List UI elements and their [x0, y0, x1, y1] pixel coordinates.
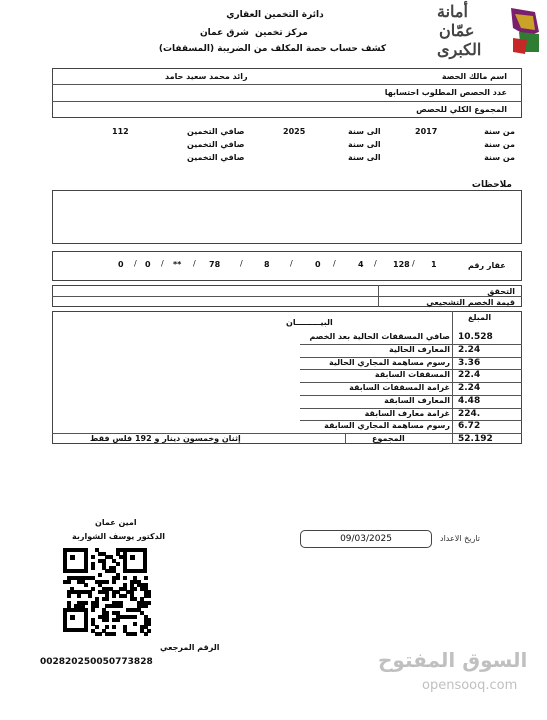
verification-label: التحقق: [487, 287, 515, 296]
row-amount: 2.24: [458, 344, 481, 355]
qr-module: [91, 555, 95, 559]
qr-module: [123, 576, 127, 580]
total-amount: 52.192: [458, 434, 493, 444]
property-part: **: [173, 260, 182, 269]
qr-module: [123, 594, 127, 598]
qr-module: [91, 587, 95, 591]
qr-module: [105, 597, 109, 601]
notes-label: ملاحظات: [471, 180, 512, 190]
property-label: عقار رقم: [468, 261, 506, 270]
qr-module: [144, 604, 148, 608]
row-description: غرامة معارف السابقة: [364, 408, 450, 418]
row-amount: 3.36: [458, 357, 481, 368]
qr-module: [119, 604, 123, 608]
logo-text-line1: أمانة: [437, 2, 468, 21]
qr-finder-pattern: [63, 608, 88, 633]
net-estimate-label: صافي التخمين: [187, 140, 245, 149]
qr-module: [147, 601, 151, 605]
center-name: شرق عمان: [200, 28, 249, 38]
total-shares-label: المجموع الكلي للحصص: [416, 105, 507, 114]
qr-module: [116, 576, 120, 580]
qr-finder-pattern: [63, 548, 88, 573]
to-year-label: الى سنة: [348, 140, 381, 149]
to-year-value: 2025: [283, 127, 306, 136]
separator: /: [134, 259, 137, 268]
row-description: غرامة المسقفات السابقة: [349, 383, 450, 392]
amman-logo: [435, 2, 543, 64]
property-part: 78: [209, 260, 221, 269]
separator: /: [333, 259, 336, 268]
shares-label: عدد الحصص المطلوب احتسابها: [384, 88, 507, 97]
preparation-date-value: 09/03/2025: [340, 534, 392, 544]
property-part: 0: [145, 260, 151, 269]
qr-module: [105, 580, 109, 584]
signer-name: الدكتور يوسف الشواربة: [72, 532, 165, 541]
qr-module: [95, 604, 99, 608]
from-year-label: من سنة: [484, 153, 515, 162]
amount-column-header: المبلغ: [468, 313, 492, 322]
qr-module: [116, 618, 120, 622]
to-year-label: الى سنة: [348, 153, 381, 162]
row-amount: 6.72: [458, 421, 481, 432]
to-year-label: الى سنة: [348, 127, 381, 136]
qr-module: [88, 594, 92, 598]
row-description: رسوم مساهمة المجاري الحالية: [328, 357, 450, 367]
qr-module: [112, 625, 116, 629]
row-description: رسوم مساهمة المجاري السابقة: [324, 421, 450, 431]
reference-label: الرقم المرجعي: [160, 643, 220, 652]
property-part: 4: [358, 260, 364, 269]
separator: /: [290, 259, 293, 268]
qr-module: [147, 622, 151, 626]
logo-text-line3: الكبرى: [437, 40, 482, 59]
qr-module: [116, 562, 120, 566]
net-estimate-label: صافي التخمين: [187, 127, 245, 136]
center-label: مركز تخمين: [255, 28, 308, 38]
row-amount: 4.48: [458, 395, 481, 406]
row-amount: 2.24: [458, 383, 481, 393]
qr-module: [112, 594, 116, 598]
row-description: المعارف السابقة: [384, 395, 450, 405]
total-in-words: إثنان وخمسون دينار و 192 فلس فقط: [90, 434, 241, 443]
qr-module: [133, 622, 137, 626]
total-label: المجموع: [372, 434, 405, 443]
qr-module: [133, 587, 137, 591]
from-year-label: من سنة: [484, 127, 515, 136]
owner-name-value: رائد محمد سعيد حامد: [165, 72, 248, 81]
qr-module: [144, 632, 148, 636]
separator: /: [240, 259, 243, 268]
row-description: صافي المسقفات الحالية بعد الخصم: [309, 332, 450, 341]
qr-module: [133, 615, 137, 619]
qr-module: [112, 632, 116, 636]
property-part: 0: [118, 260, 124, 269]
preparation-date-field: [300, 530, 432, 548]
row-description: المعارف الحالية: [389, 344, 450, 354]
watermark-latin: opensooq.com: [422, 678, 518, 693]
watermark-arabic: السوق المفتوح: [378, 648, 528, 672]
property-part: 128: [393, 260, 410, 269]
qr-finder-pattern: [123, 548, 148, 573]
qr-module: [84, 601, 88, 605]
description-column-header: البيـــــــــان: [286, 318, 333, 327]
row-amount: 22.4: [458, 370, 481, 381]
qr-module: [95, 625, 99, 629]
row-description: المسقفات السابقة: [374, 370, 450, 380]
logo-text-line2: عمّان: [439, 21, 475, 40]
qr-module: [147, 629, 151, 633]
separator: /: [193, 259, 196, 268]
property-part: 1: [431, 260, 437, 269]
qr-module: [67, 594, 71, 598]
qr-module: [105, 625, 109, 629]
qr-module: [105, 618, 109, 622]
qr-module: [147, 594, 151, 598]
net-estimate-value: 112: [112, 127, 129, 136]
property-part: 0: [315, 260, 321, 269]
qr-module: [91, 608, 95, 612]
opensooq-watermark: [378, 648, 538, 696]
discount-label: قيمة الخصم التشجيعي: [426, 298, 515, 307]
property-part: 8: [264, 260, 270, 269]
qr-module: [98, 573, 102, 577]
separator: /: [374, 259, 377, 268]
row-amount: 224.: [458, 408, 481, 419]
from-year-value: 2017: [415, 127, 438, 136]
qr-module: [91, 566, 95, 570]
qr-module: [112, 580, 116, 584]
row-amount: 10.528: [458, 332, 493, 342]
reference-number: 002820250050773828: [40, 657, 153, 667]
separator: /: [412, 259, 415, 268]
net-estimate-label: صافي التخمين: [187, 153, 245, 162]
separator: /: [161, 259, 164, 268]
qr-module: [77, 594, 81, 598]
signer-title: امين عمان: [95, 518, 137, 527]
notes-box: [52, 190, 522, 244]
qr-module: [133, 632, 137, 636]
owner-name-label: اسم مالك الحصة: [441, 72, 507, 81]
qr-module: [98, 632, 102, 636]
qr-code: [63, 548, 151, 636]
from-year-label: من سنة: [484, 140, 515, 149]
preparation-date-label: تاريخ الاعداد: [440, 534, 481, 543]
qr-module: [84, 583, 88, 587]
document-title: كشف حساب حصة المكلف من الضريبة (المسقفات): [158, 44, 387, 54]
department-title: دائرة التخمين العقاري: [226, 10, 324, 20]
qr-module: [67, 580, 71, 584]
qr-module: [144, 576, 148, 580]
